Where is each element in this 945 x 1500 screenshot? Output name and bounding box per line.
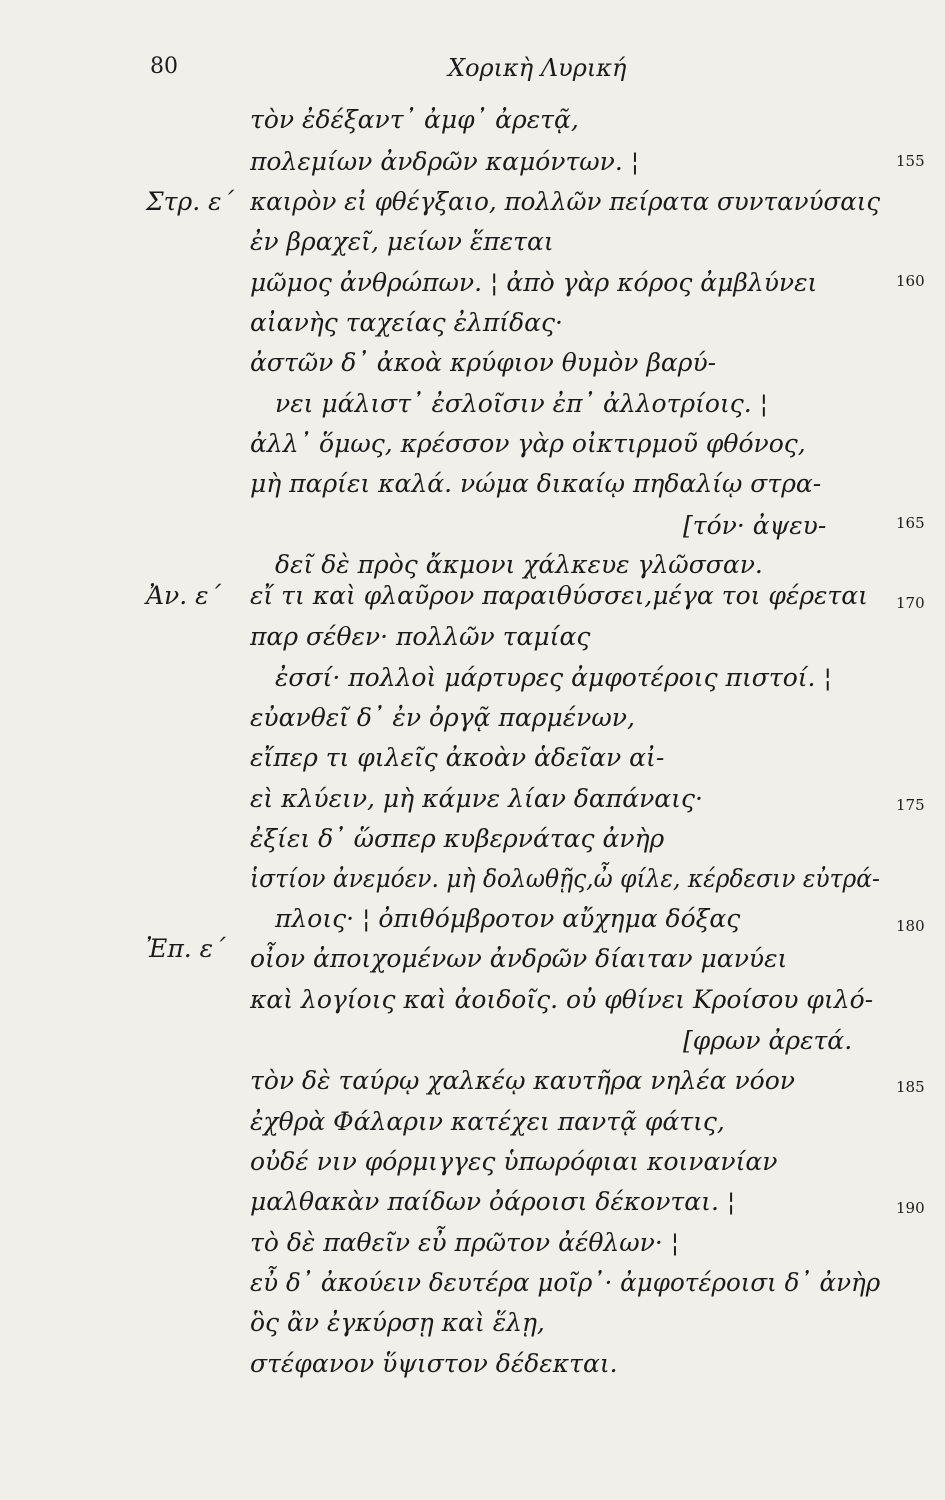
line-number: 170 (896, 594, 925, 612)
line-number: 175 (896, 796, 925, 814)
verse-line: πλοις· ¦ ὀπιθόμβροτον αὔχημα δόξας (275, 904, 741, 933)
verse-line: στέφανον ὕψιστον δέδεκται. (250, 1349, 618, 1378)
verse-line: ἀλλ᾽ ὅμως, κρέσσον γὰρ οἰκτιρμοῦ φθόνος, (250, 429, 806, 458)
verse-line: τὸν ἐδέξαντ᾽ ἀμφ᾽ ἀρετᾷ, (250, 105, 579, 134)
verse-line: εὐανθεῖ δ᾽ ἐν ὀργᾷ παρμένων, (250, 703, 635, 732)
line-number: 160 (896, 272, 925, 290)
strophe-label: Στρ. ε΄ (146, 187, 235, 216)
verse-line: εὶ κλύειν, μὴ κάμνε λίαν δαπάναις· (250, 784, 703, 813)
page-number: 80 (150, 54, 178, 79)
verse-line: παρ σέθεν· πολλῶν ταμίας (250, 622, 591, 651)
verse-line: τὸ δὲ παθεῖν εὖ πρῶτον ἀέθλων· ¦ (250, 1228, 680, 1257)
verse-line: ἐσσί· πολλοὶ μάρτυρες ἀμφοτέροις πιστοί. ¦ (275, 663, 832, 692)
verse-line: ἐν βραχεῖ, μείων ἕπεται (250, 227, 554, 256)
line-number: 155 (896, 152, 925, 170)
verse-line: εἴπερ τι φιλεῖς ἀκοὰν ἁδεῖαν αἰ- (250, 743, 665, 772)
verse-line: τὸν δὲ ταύρῳ χαλκέῳ καυτῆρα νηλέα νόον (250, 1066, 795, 1095)
epode-label: Ἐπ. ε΄ (146, 934, 226, 963)
verse-line: ἐξίει δ᾽ ὥσπερ κυβερνάτας ἀνὴρ (250, 824, 665, 853)
verse-line: ὃς ἂν ἐγκύρσῃ καὶ ἕλῃ, (250, 1308, 545, 1337)
verse-line: καὶ λογίοις καὶ ἀοιδοῖς. οὐ φθίνει Κροίσου φιλό- (250, 985, 874, 1014)
verse-line: δεῖ δὲ πρὸς ἄκμονι χάλκευε γλῶσσαν. (275, 550, 763, 579)
verse-line: ἀστῶν δ᾽ ἀκοὰ κρύφιον θυμὸν βαρύ- (250, 348, 717, 377)
verse-line: μαλθακὰν παίδων ὀάροισι δέκονται. ¦ (250, 1187, 736, 1216)
verse-line: οἶον ἀποιχομένων ἀνδρῶν δίαιταν μανύει (250, 944, 788, 973)
antistrophe-label: Ἀν. ε΄ (146, 581, 222, 610)
verse-line: μῶμος ἀνθρώπων. ¦ ἀπὸ γὰρ κόρος ἀμβλύνει (250, 268, 818, 297)
line-number: 190 (896, 1199, 925, 1217)
running-title: Χορικὴ Λυρική (448, 54, 627, 82)
verse-line: εὖ δ᾽ ἀκούειν δευτέρα μοῖρ᾽· ἀμφοτέροισι δ᾽ ἀνὴρ (250, 1268, 881, 1297)
verse-line: [φρων ἀρετά. (683, 1026, 853, 1055)
line-number: 180 (896, 917, 925, 935)
verse-line: [τόν· ἀψευ- (683, 511, 827, 540)
line-number: 185 (896, 1078, 925, 1096)
verse-line: ἐχθρὰ Φάλαριν κατέχει παντᾷ φάτις, (250, 1107, 725, 1136)
verse-line: καιρὸν εἰ φθέγξαιο, πολλῶν πείρατα συντανύσαις (250, 187, 881, 216)
verse-line: οὐδέ νιν φόρμιγγες ὑπωρόφιαι κοινανίαν (250, 1147, 778, 1176)
verse-line: πολεμίων ἀνδρῶν καμόντων. ¦ (250, 147, 640, 176)
line-number: 165 (896, 514, 925, 532)
verse-line: εἴ τι καὶ φλαῦρον παραιθύσσει,μέγα τοι φέρεται (250, 581, 868, 610)
verse-line: νει μάλιστ᾽ ἐσλοῖσιν ἐπ᾽ ἀλλοτρίοις. ¦ (275, 389, 769, 418)
verse-line: μὴ παρίει καλά. νώμα δικαίῳ πηδαλίῳ στρα- (250, 469, 822, 498)
verse-line: ἱστίον ἀνεμόεν. μὴ δολωθῇς,ὦ φίλε, κέρδεσιν εὐτρά- (250, 864, 880, 893)
verse-line: αἰανὴς ταχείας ἐλπίδας· (250, 308, 563, 337)
